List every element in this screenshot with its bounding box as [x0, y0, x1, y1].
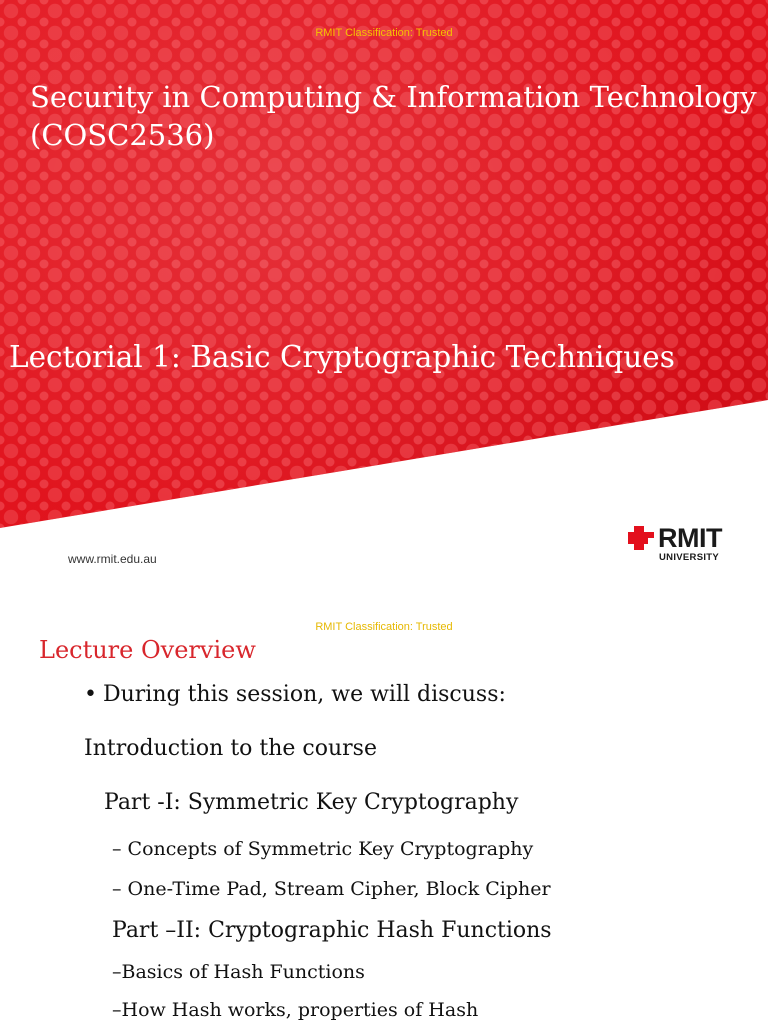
- intro-line: Introduction to the course: [84, 736, 377, 761]
- logo-subtitle: UNIVERSITY: [659, 552, 720, 563]
- bullet-dot-icon: •: [84, 682, 97, 707]
- lecture-title: Lectorial 1: Basic Cryptographic Techniques: [9, 340, 675, 374]
- overview-slide: [0, 600, 768, 1024]
- overview-heading: Lecture Overview: [39, 636, 256, 664]
- list-item: –How Hash works, properties of Hash: [112, 999, 479, 1021]
- bullet-text: During this session, we will discuss:: [102, 682, 506, 707]
- rmit-logo: [628, 524, 738, 566]
- list-item: – One-Time Pad, Stream Cipher, Block Cipher: [112, 878, 551, 900]
- list-item: –Basics of Hash Functions: [112, 961, 365, 983]
- classification-label: RMIT Classification: Trusted: [315, 621, 453, 633]
- rmit-pixel-logo-icon: [628, 526, 654, 552]
- bullet-intro-line: [84, 680, 506, 710]
- website-url: www.rmit.edu.au: [68, 552, 157, 566]
- logo-wordmark: RMIT: [658, 523, 722, 553]
- part1-line: Part -I: Symmetric Key Cryptography: [104, 790, 519, 815]
- classification-label: RMIT Classification: Trusted: [315, 27, 453, 39]
- part2-line: Part –II: Cryptographic Hash Functions: [112, 918, 552, 943]
- list-item: – Concepts of Symmetric Key Cryptography: [112, 838, 534, 860]
- course-title: Security in Computing & Information Technology (COSC2536): [30, 80, 757, 152]
